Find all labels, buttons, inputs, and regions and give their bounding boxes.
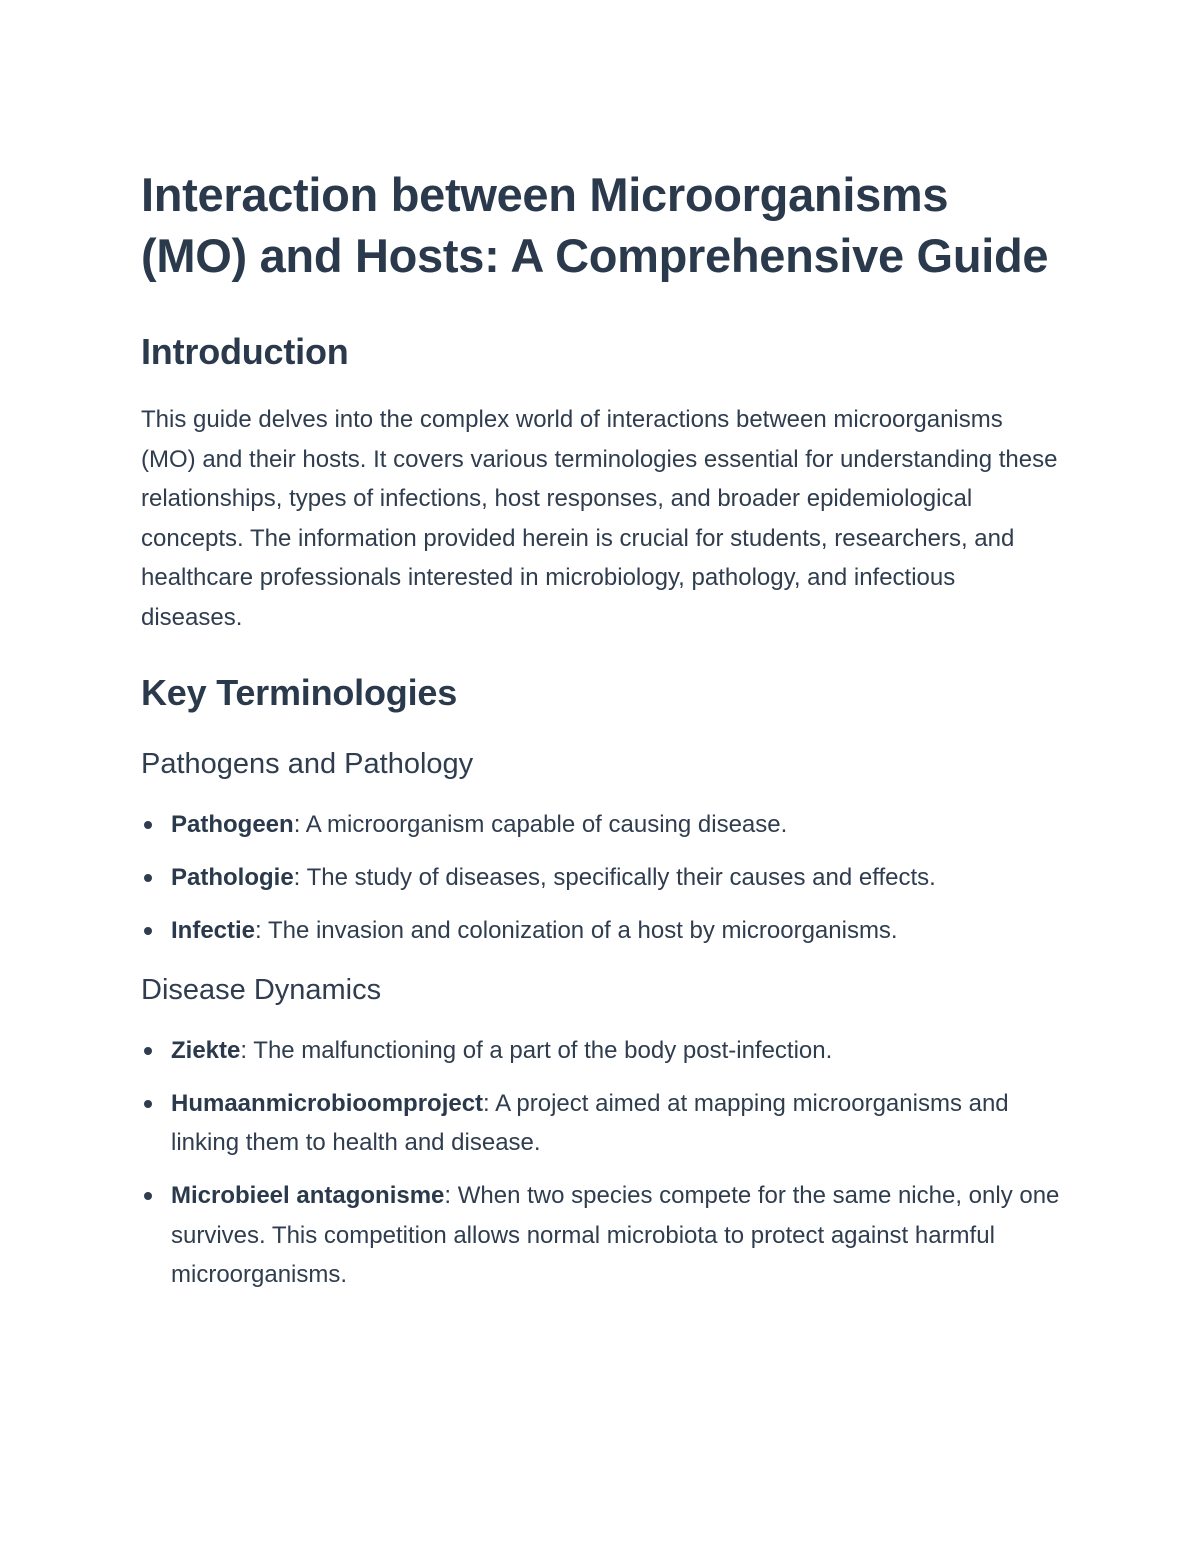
- term-definition: When two species compete for the same niche, only one survives. This competition allows normal microbiota to protect against harmful microorganisms.: [171, 1182, 1060, 1288]
- term-definition: The malfunctioning of a part of the body post-infection.: [253, 1036, 833, 1064]
- bullet-icon: [144, 927, 152, 935]
- list-item: Humaanmicrobioomproject: A project aimed at mapping microorganisms and linking them to health and disease.: [141, 1084, 1061, 1163]
- term-definition: A project aimed at mapping microorganisms and linking them to health and disease.: [171, 1089, 1009, 1156]
- term-label: Pathogeen: [171, 811, 294, 838]
- document-page: [141, 164, 1061, 1308]
- list-item: Ziekte: The malfunctioning of a part of the body post-infection.: [141, 1031, 1061, 1071]
- term-label: Microbieel antagonisme: [171, 1182, 445, 1209]
- term-label: Infectie: [171, 917, 256, 944]
- disease-dynamics-list: [141, 1031, 1061, 1295]
- document-title: Interaction between Microorganisms (MO) and Hosts: A Comprehensive Guide: [141, 168, 1049, 282]
- bullet-icon: [144, 1192, 152, 1200]
- pathogens-pathology-heading: Pathogens and Pathology: [141, 748, 474, 780]
- bullet-icon: [144, 1100, 152, 1108]
- key-terminologies-heading: Key Terminologies: [141, 672, 458, 713]
- list-item: Pathologie: The study of diseases, specifically their causes and effects.: [141, 858, 1061, 898]
- bullet-icon: [144, 821, 152, 829]
- term-label: Pathologie: [171, 864, 294, 891]
- introduction-paragraph: This guide delves into the complex world of interactions between microorganisms (MO) and their hosts. It covers various terminologies essential for understanding these relationships, types of infections, host responses, and broader epidemiological concepts. The information provided herein is crucial for students, researchers, and healthcare professionals interested in microbiology, pathology, and infectious diseases.: [141, 406, 1058, 631]
- term-label: Humaanmicrobioomproject: [171, 1089, 484, 1117]
- term-label: Ziekte: [171, 1036, 241, 1064]
- pathogens-list: [141, 805, 1061, 951]
- introduction-heading: Introduction: [141, 331, 349, 372]
- bullet-icon: [144, 1047, 152, 1055]
- list-item: Pathogeen: A microorganism capable of causing disease.: [141, 805, 1061, 845]
- term-definition: The study of diseases, specifically their causes and effects.: [306, 864, 936, 891]
- disease-dynamics-heading: Disease Dynamics: [141, 973, 382, 1006]
- bullet-icon: [144, 874, 152, 882]
- list-item: Infectie: The invasion and colonization of a host by microorganisms.: [141, 911, 1061, 951]
- term-definition: A microorganism capable of causing disease.: [305, 811, 788, 838]
- term-definition: The invasion and colonization of a host by microorganisms.: [267, 917, 898, 944]
- list-item: Microbieel antagonisme: When two species compete for the same niche, only one survives. This competition allows normal microbiota to protect against harmful microorganisms.: [141, 1176, 1061, 1295]
